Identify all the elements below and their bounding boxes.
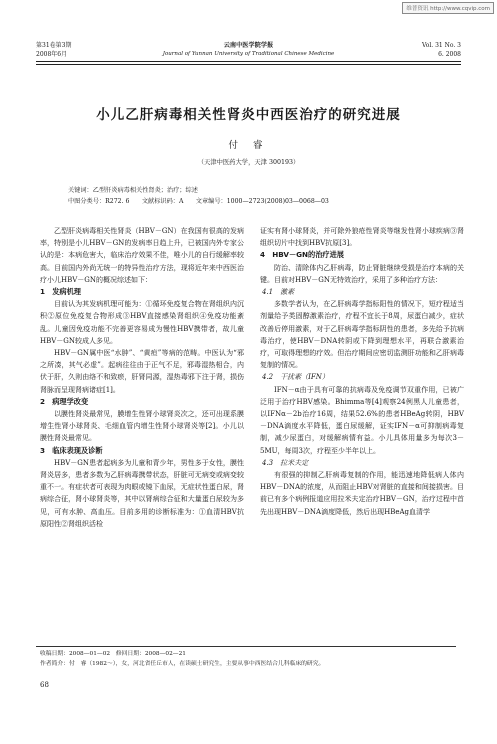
section-heading: 4 HBV－GN的治疗进展: [260, 250, 344, 260]
body-paragraph: 证实有肾小球肾炎，并可除外狼疮性肾炎等继发性肾小球疾病③肾组织切片中找到HBV抗原[3]。: [260, 227, 464, 248]
body-paragraph: 乙型肝炎病毒相关性肾炎（HBV－GN）在我国有很高的发病率，特别是小儿HBV－GN的发病率日趋上升，已被国内外专家公认的是：本病危害大，临床治疗效果不佳，唯小儿的自行缓解率较高。目前国内外尚无统一的特异性治疗方法，现将近年来中西医治疗小儿HBV－GN的概况综述如下：: [40, 227, 244, 284]
publication-date-en: 6. 2008: [438, 51, 461, 58]
subsection-heading: 4.3 拉米夫定: [262, 458, 309, 467]
left-column: [40, 225, 244, 530]
volume-issue: 第31卷第3期: [36, 42, 72, 49]
subsection-heading: 4.1 激素: [262, 288, 295, 297]
watermark-badge: 维普资讯 http://www.cqvip.com: [402, 2, 494, 14]
body-paragraph: HBV－GN患者起病多为儿童和青少年，男性多于女性，膜性肾炎居多，患者多数为乙肝病毒携带状态，肝脏可无病变或病变较重不一。有症状者可表现为肉眼或镜下血尿，无症状性蛋白尿，肾病综合征，肾小球肾炎等，其中以肾病综合征和大量蛋白尿较为多见，可有水肿、高血压。目前多用的诊断标准为：①血清HBV抗原阳性②肾组织活检: [40, 458, 244, 528]
body-paragraph: 多数学者认为，在乙肝病毒学指标阳性的情况下，短疗程适当剂量给予类固醇激素治疗，疗程不宜长于8周，尿蛋白减少，症状改善后停用激素，对于乙肝病毒学指标阴性的患者，多先给予抗病毒治疗，使HBV－DNA转阴或下降到理想水平，再联合激素治疗，可取得理想的疗效。但治疗期间应密切监测肝功能和乙肝病毒复制的情况。: [260, 300, 464, 370]
publication-date: 2008年6月: [36, 51, 68, 58]
classification-line: 中图分类号：R272. 6 文献标识码：A 文章编号：1000—2723(2008)03—0068—03: [68, 198, 329, 205]
body-paragraph: IFN－α由于具有可靠的抗病毒及免疫调节双重作用，已被广泛用于治疗HBV感染。Bhimma等[4]观察24例黑人儿童患者，以IFNα－2b治疗16周，结果52.6%的患者HBeAg转阴，HBV－DNA滴度水平降低，蛋白尿缓解，证实IFN－α可抑制病毒复制，减少尿蛋白，对缓解病情有益。小儿具体用量多为每次3－5MU，每周3次，疗程至少半年以上。: [260, 385, 464, 455]
section-heading: 1 发病机理: [40, 287, 81, 297]
body-paragraph: 有很强的抑制乙肝病毒复制的作用，能迅速地降低病人体内HBV－DNA的浓度，从而阻止HBV对肾脏的直接和间接损害。目前已有多个病例报道应用拉米夫定治疗HBV－GN，治疗过程中首先出现HBV－DNA滴度降低，然后出现HBeAg血清学: [260, 471, 464, 516]
section-heading: 3 临床表现及诊断: [40, 445, 103, 455]
author-bio: 作者简介：付 睿（1982～），女，河北省任丘市人，在读硕士研究生，主要从事中西医结合儿科临床的研究。: [40, 661, 325, 667]
received-date: 收稿日期：2008—01—02 修回日期：2008—02—21: [40, 651, 186, 657]
journal-volume-en: [422, 41, 461, 59]
body-paragraph: 以膜性肾炎最常见，膜增生性肾小球肾炎次之，还可出现系膜增生性肾小球肾炎、毛细血管内增生性肾小球肾炎等[2]。小儿以膜性肾炎最常见。: [40, 410, 244, 443]
body-paragraph: 目前认为其发病机理可能为：①循环免疫复合物在肾组织内沉积②原位免疫复合物形成③HBV直接感染肾组织④免疫功能紊乱。儿童因免疫功能不完善更容易成为慢性HBV携带者，故儿童HBV－GN较成人多见。: [40, 300, 244, 345]
section-heading: 2 病理学改变: [40, 396, 89, 406]
journal-name-cn: 云南中医学院学报: [223, 42, 274, 49]
page-number: 68: [40, 681, 49, 689]
volume-issue-en: Vol. 31 No. 3: [421, 42, 461, 49]
subsection-heading: 4.2 干扰素（IFN）: [262, 373, 329, 382]
body-paragraph: HBV－GN属中医“水肿”、“黄疸”等病的范畴。中医认为“邪之所凑，其气必虚”。起病往往由于正气不足，邪毒湿热相合，内伏于肝，久则由络不和致瘀，肝肾同源，湿热毒邪下注于肾，损伤肾脉而呈现肾病诸症[1]。: [40, 349, 244, 394]
article-title: 小儿乙肝病毒相关性肾炎中西医治疗的研究进展: [96, 107, 401, 123]
keywords-line: 关键词：乙型肝炎病毒相关性肾炎；治疗；综述: [68, 187, 198, 194]
body-paragraph: 防治、清除体内乙肝病毒，防止肾脏继续受损是治疗本病的关键。目前对HBV－GN无特效治疗，采用了多种治疗方法：: [260, 263, 464, 284]
author-affiliation: （天津中医药大学，天津 300193）: [197, 159, 300, 166]
right-column: [260, 225, 464, 518]
journal-name-en: Journal of Yunnan University of Traditional Chinese Medicine: [162, 51, 335, 57]
header-rule: [36, 61, 461, 62]
footnote-rule: [36, 646, 456, 647]
author-name: 付 睿: [228, 140, 269, 151]
header-rule-thin: [36, 64, 461, 65]
